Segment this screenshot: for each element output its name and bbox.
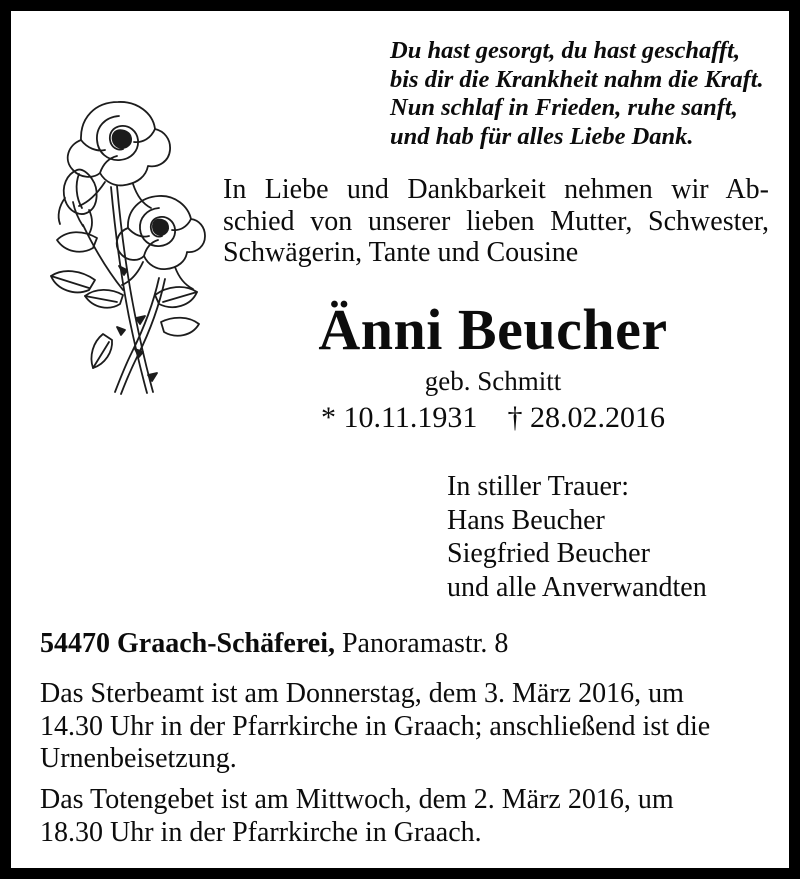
farewell-line: schied von unserer lieben Mutter, Schwester, — [223, 205, 769, 237]
announcement-line: Das Totengebet ist am Mittwoch, dem 2. März 2016, um — [40, 784, 674, 815]
verse-line: bis dir die Krankheit nahm die Kraft. — [390, 65, 764, 93]
announcement-line: Das Sterbeamt ist am Donnerstag, dem 3. März 2016, um — [40, 678, 684, 709]
birth-date: * 10.11.1931 — [321, 401, 478, 434]
verse-line: Du hast gesorgt, du hast geschafft, — [390, 37, 741, 64]
mourner-name: und alle Anverwandten — [447, 571, 707, 603]
farewell-line: In Liebe und Dankbarkeit nehmen wir Ab- — [223, 174, 769, 205]
address-city: 54470 Graach-Schäferei, — [40, 628, 335, 659]
mourner-name: Siegfried Beucher — [447, 538, 650, 569]
announcement-line: 14.30 Uhr in der Pfarrkirche in Graach; anschließend ist die — [40, 710, 711, 742]
mourner-name: Hans Beucher — [447, 504, 605, 536]
memorial-verse — [390, 37, 764, 151]
announcement-line: Urnenbeisetzung. — [40, 743, 237, 774]
death-date: † 28.02.2016 — [507, 401, 665, 434]
roses-illustration-icon — [35, 90, 220, 400]
farewell-paragraph — [223, 174, 769, 269]
address-line — [40, 628, 508, 660]
address-street: Panoramastr. 8 — [341, 628, 509, 659]
farewell-line: Schwägerin, Tante und Cousine — [223, 237, 579, 268]
notice-sheet — [11, 11, 789, 868]
life-dates — [223, 401, 763, 434]
deceased-name-block — [223, 299, 763, 361]
sterbeamt-announcement — [40, 678, 710, 776]
announcement-line: 18.30 Uhr in der Pfarrkirche in Graach. — [40, 816, 482, 848]
mourners-block — [447, 470, 707, 604]
deceased-name: Änni Beucher — [318, 297, 668, 362]
verse-line: Nun schlaf in Frieden, ruhe sanft, — [390, 94, 738, 121]
verse-line: und hab für alles Liebe Dank. — [390, 122, 694, 150]
maiden-name: geb. Schmitt — [424, 366, 562, 396]
mourners-heading: In stiller Trauer: — [447, 471, 629, 502]
totengebet-announcement — [40, 784, 674, 849]
